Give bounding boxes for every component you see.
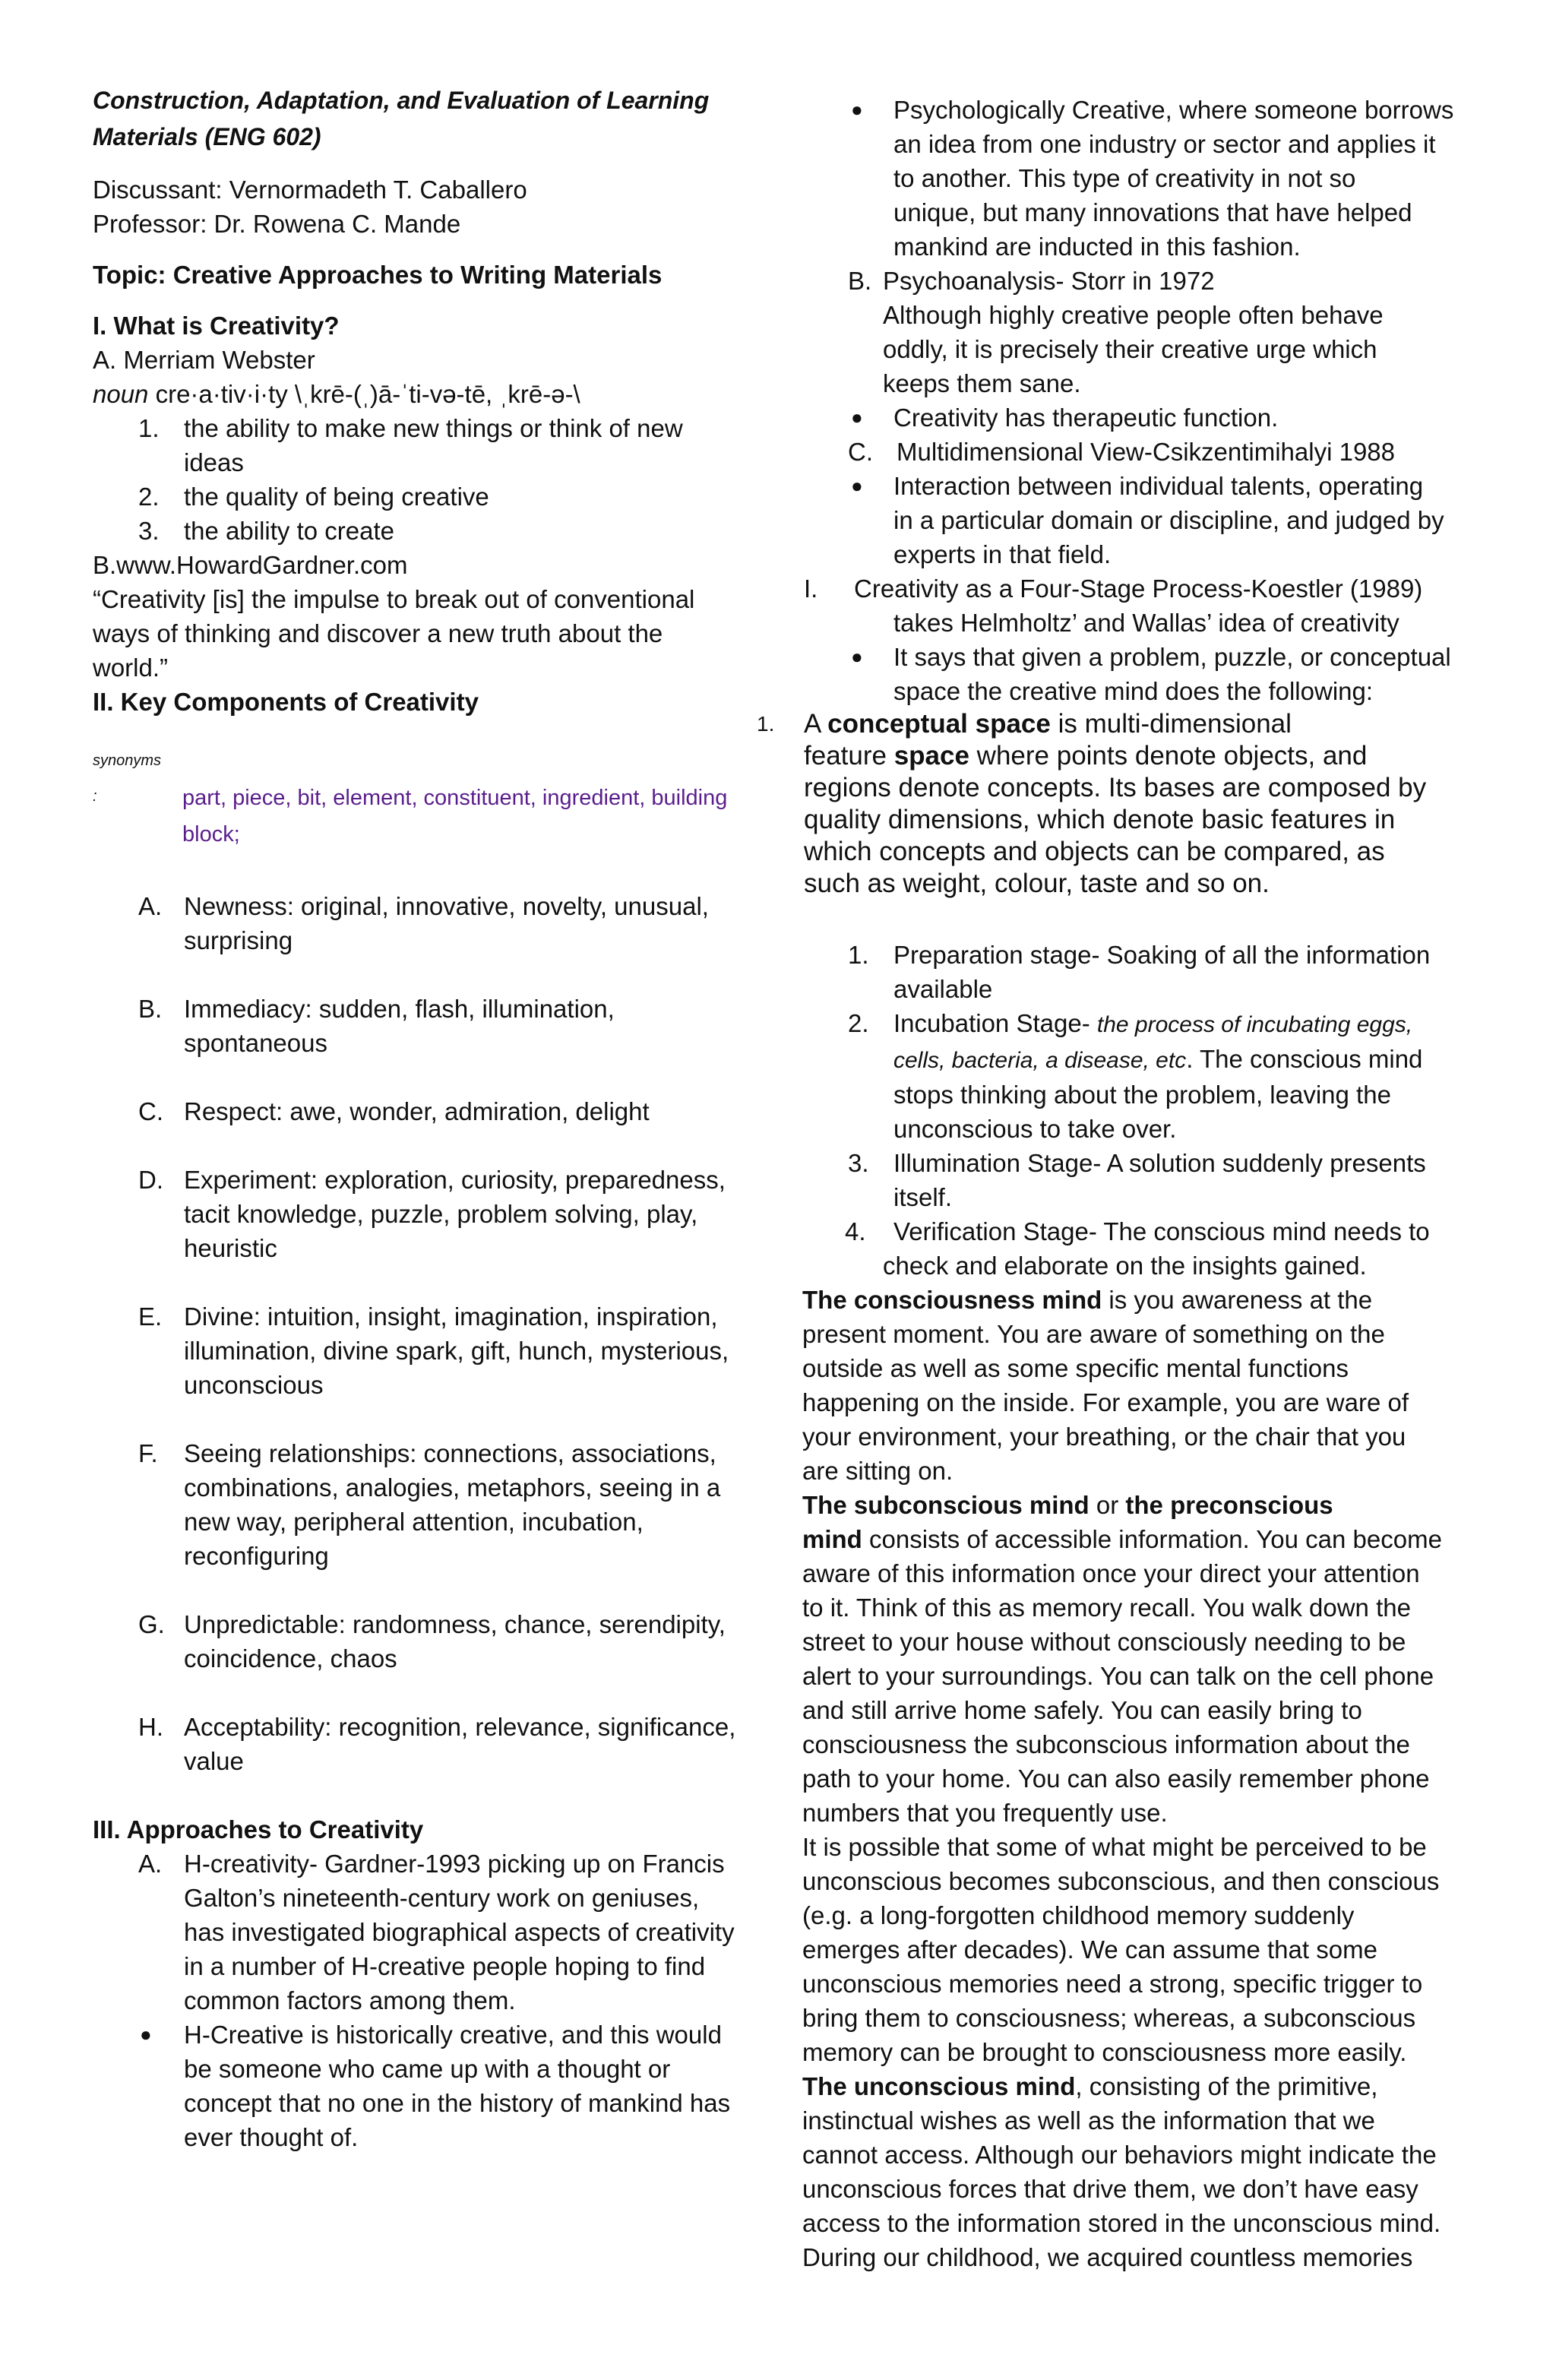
component-line: Unpredictable: randomness, chance, serendipity, <box>184 1610 726 1638</box>
interaction-bullet <box>802 469 1471 571</box>
section3-heading: III. Approaches to Creativity <box>93 1815 424 1844</box>
concept-number: 1. <box>757 712 775 736</box>
psych-line: an idea from one industry or sector and applies it <box>893 130 1436 158</box>
definitions-list <box>93 411 761 548</box>
h-creative-line: be someone who came up with a thought or <box>184 2055 671 2083</box>
concept-bold: conceptual space <box>827 709 1051 739</box>
component-letter: C. <box>138 1097 163 1125</box>
four-stage-sub: takes Helmholtz’ and Wallas’ idea of creativity <box>893 609 1399 637</box>
approach-a-label: A. <box>138 1850 163 1878</box>
four-stage <box>802 571 1471 640</box>
component-line: illumination, divine spark, gift, hunch, mysterious, <box>184 1337 729 1365</box>
concept-text: where points denote objects, and <box>969 741 1368 771</box>
h-creative-line: ever thought of. <box>184 2123 359 2151</box>
approach-a-line: has investigated biographical aspects of creativity <box>184 1918 735 1946</box>
stage-line: Preparation stage- Soaking of all the information <box>893 941 1431 969</box>
approach-a-line: Galton’s nineteenth-century work on geniuses, <box>184 1884 700 1912</box>
psych-line: mankind are inducted in this fashion. <box>893 233 1301 261</box>
problem-line: It says that given a problem, puzzle, or conceptual <box>893 643 1451 671</box>
noun-word: noun <box>93 380 149 408</box>
concept-text: is multi-dimensional <box>1050 709 1292 739</box>
stage-line: available <box>893 975 993 1003</box>
component-item <box>93 1299 761 1402</box>
stage-line: unconscious to take over. <box>893 1115 1177 1143</box>
possible-line: unconscious memories need a strong, specific trigger to <box>802 1970 1423 1998</box>
component-line: reconfiguring <box>184 1542 329 1570</box>
unconscious-para <box>802 2069 1471 2274</box>
component-line: heuristic <box>184 1234 277 1262</box>
right-column <box>757 93 1471 2274</box>
problem-line: space the creative mind does the following: <box>893 677 1374 705</box>
approach-a-line: common factors among them. <box>184 1986 516 2014</box>
bullet-icon: ● <box>851 474 863 497</box>
approach-a <box>93 1847 761 2018</box>
consciousness-line: your environment, your breathing, or the chair that you <box>802 1423 1406 1451</box>
possible-line: bring them to consciousness; whereas, a subconscious <box>802 2004 1416 2032</box>
component-letter: B. <box>138 995 163 1023</box>
component-letter: H. <box>138 1713 163 1741</box>
subconscious-bold: The subconscious mind <box>802 1491 1090 1519</box>
stage-line: itself. <box>893 1183 953 1211</box>
consciousness-para <box>802 1283 1471 1488</box>
concept-bold: space <box>893 741 969 771</box>
unconscious-line: unconscious forces that drive them, we don’t have easy <box>802 2175 1418 2203</box>
concept-line: such as weight, colour, taste and so on. <box>804 869 1270 898</box>
component-line: Acceptability: recognition, relevance, significance, <box>184 1713 736 1741</box>
psychoanalysis-label: B. <box>848 267 872 295</box>
psychoanalysis <box>802 264 1471 400</box>
stage-line <box>893 1006 1471 1042</box>
definition-number: 1. <box>138 414 160 442</box>
psychoanalysis-line: keeps them sane. <box>883 369 1081 397</box>
consciousness-bold: The consciousness mind <box>802 1286 1102 1314</box>
synonyms-line1: part, piece, bit, element, constituent, ingredient, building <box>182 786 728 810</box>
component-line: Divine: intuition, insight, imagination, inspiration, <box>184 1302 718 1331</box>
topic: Topic: Creative Approaches to Writing Materials <box>93 261 663 289</box>
subconscious-line: street to your house without consciously needing to be <box>802 1628 1406 1656</box>
stage-item <box>802 1214 1471 1283</box>
four-stage-title: Creativity as a Four-Stage Process-Koestler (1989) <box>854 574 1423 603</box>
stage-text: Incubation Stage- <box>893 1009 1097 1037</box>
bullet-icon: ● <box>851 406 863 429</box>
multidimensional <box>802 435 1471 469</box>
subconscious-line: consciousness the subconscious information about the <box>802 1730 1410 1758</box>
stage-line: Verification Stage- The conscious mind needs to <box>893 1217 1430 1245</box>
synonyms-label: synonyms <box>93 752 162 769</box>
unconscious-line: , consisting of the primitive, <box>1075 2072 1378 2100</box>
psych-line: unique, but many innovations that have helped <box>893 198 1412 226</box>
subconscious-line: alert to your surroundings. You can talk on the cell phone <box>802 1662 1434 1690</box>
stage-line <box>893 1042 1471 1078</box>
bullet-icon: ● <box>851 645 863 668</box>
section2-heading: II. Key Components of Creativity <box>93 688 479 716</box>
component-item <box>93 992 761 1060</box>
subconscious-line: path to your home. You can also easily remember phone <box>802 1764 1430 1793</box>
concept-text: A <box>804 709 828 739</box>
therapeutic-bullet <box>802 400 1471 435</box>
consciousness-line: present moment. You are aware of something on the <box>802 1320 1385 1348</box>
concept-line <box>804 740 1471 772</box>
left-column <box>93 84 761 2154</box>
component-line: value <box>184 1747 244 1775</box>
consciousness-line: are sitting on. <box>802 1457 954 1485</box>
subconscious-line: and still arrive home safely. You can easily bring to <box>802 1696 1362 1724</box>
component-item <box>93 1163 761 1265</box>
psych-creative-bullet <box>802 93 1471 264</box>
unconscious-line: During our childhood, we acquired countless memories <box>802 2243 1413 2271</box>
component-line: unconscious <box>184 1371 324 1399</box>
component-line: surprising <box>184 926 293 954</box>
component-letter: E. <box>138 1302 163 1331</box>
pronunciation <box>93 377 761 411</box>
possible-line: It is possible that some of what might be perceived to be <box>802 1833 1427 1861</box>
professor: Professor: Dr. Rowena C. Mande <box>93 210 461 238</box>
gardner-label: B.www.HowardGardner.com <box>93 551 408 579</box>
component-item <box>93 1094 761 1128</box>
unconscious-line: instinctual wishes as well as the information that we <box>802 2106 1375 2135</box>
definition-item <box>93 514 761 548</box>
subconscious-line: aware of this information once your direct your attention <box>802 1559 1420 1587</box>
multidimensional-label: C. <box>848 438 873 466</box>
subconscious-line: consists of accessible information. You can become <box>862 1525 1442 1553</box>
synonyms-colon: : <box>93 788 97 805</box>
definition-text: the ability to create <box>184 517 394 545</box>
component-line: tacit knowledge, puzzle, problem solving, play, <box>184 1200 698 1228</box>
preconscious-bold: the preconscious <box>1125 1491 1333 1519</box>
component-line: new way, peripheral attention, incubation, <box>184 1508 644 1536</box>
consciousness-line: happening on the inside. For example, you are ware of <box>802 1388 1409 1416</box>
stage-line: Illumination Stage- A solution suddenly presents <box>893 1149 1426 1177</box>
component-item <box>93 1436 761 1573</box>
h-creative-bullet <box>93 2018 761 2154</box>
interaction-line: Interaction between individual talents, operating <box>893 472 1424 500</box>
possible-line: unconscious becomes subconscious, and then conscious <box>802 1867 1440 1895</box>
approach-a-line: in a number of H-creative people hoping to find <box>184 1952 706 1980</box>
unconscious-bold: The unconscious mind <box>802 2072 1076 2100</box>
possible-line: emerges after decades). We can assume that some <box>802 1935 1377 1964</box>
bullet-icon: ● <box>851 98 863 121</box>
definition-text: ideas <box>184 448 244 476</box>
gardner-quote-1: “Creativity [is] the impulse to break out of conventional <box>93 585 695 613</box>
stage-number: 4. <box>845 1217 866 1245</box>
stage-text: . The conscious mind <box>1186 1045 1423 1073</box>
subconscious-para <box>802 1488 1471 1830</box>
conceptual-space <box>757 708 1471 900</box>
components-list <box>93 889 761 1778</box>
h-creative-line: concept that no one in the history of mankind has <box>184 2089 731 2117</box>
stage-number: 2. <box>848 1009 869 1037</box>
concept-line <box>804 708 1471 740</box>
gardner-quote-2: ways of thinking and discover a new truth about the <box>93 619 663 647</box>
concept-text: feature <box>804 741 894 771</box>
pron-text: cre·a·tiv·i·ty \ˌkrē-(ˌ)ā-ˈti-və-tē, ˌkrē-ə-\ <box>155 380 580 408</box>
stage-line: stops thinking about the problem, leaving the <box>893 1081 1391 1109</box>
stage-italic: the process of incubating eggs, <box>1096 1012 1413 1037</box>
psychoanalysis-line: Although highly creative people often behave <box>883 301 1384 329</box>
component-line: Experiment: exploration, curiosity, preparedness, <box>184 1166 726 1194</box>
component-line: coincidence, chaos <box>184 1644 397 1673</box>
consciousness-line: is you awareness at the <box>1102 1286 1373 1314</box>
stage-number: 3. <box>848 1149 869 1177</box>
stages-list <box>802 938 1471 1283</box>
bullet-icon: ● <box>140 2023 152 2046</box>
multidimensional-title: Multidimensional View-Csikzentimihalyi 1988 <box>897 438 1396 466</box>
section1-heading: I. What is Creativity? <box>93 312 340 340</box>
definition-item <box>93 411 761 479</box>
component-letter: D. <box>138 1166 163 1194</box>
concept-line: which concepts and objects can be compared, as <box>804 837 1385 866</box>
synonyms-line2: block; <box>182 822 240 847</box>
unconscious-line: access to the information stored in the unconscious mind. <box>802 2209 1441 2237</box>
psych-line: Psychologically Creative, where someone borrows <box>893 96 1454 124</box>
component-line: Newness: original, innovative, novelty, unusual, <box>184 892 709 920</box>
stage-item <box>802 938 1471 1006</box>
stage-item <box>802 1006 1471 1146</box>
problem-bullet <box>802 640 1471 708</box>
definition-number: 2. <box>138 483 160 511</box>
component-letter: G. <box>138 1610 165 1638</box>
component-item <box>93 1710 761 1778</box>
unconscious-line: cannot access. Although our behaviors might indicate the <box>802 2141 1437 2169</box>
stage-line: check and elaborate on the insights gained. <box>883 1252 1367 1280</box>
possible-line: (e.g. a long-forgotten childhood memory suddenly <box>802 1901 1355 1929</box>
gardner-quote-3: world.” <box>93 654 169 682</box>
course-title-line1: Construction, Adaptation, and Evaluation of Learning <box>93 87 710 114</box>
approach-a-line: H-creativity- Gardner-1993 picking up on Francis <box>184 1850 725 1878</box>
therapeutic-text: Creativity has therapeutic function. <box>893 404 1279 432</box>
component-letter: A. <box>138 892 163 920</box>
synonyms-block <box>93 780 761 853</box>
subconscious-line: to it. Think of this as memory recall. You walk down the <box>802 1594 1411 1622</box>
definition-text: the quality of being creative <box>184 483 489 511</box>
discussant: Discussant: Vernormadeth T. Caballero <box>93 176 527 204</box>
course-title-line2: Materials (ENG 602) <box>93 123 321 150</box>
component-line: Seeing relationships: connections, associations, <box>184 1439 716 1467</box>
component-line: spontaneous <box>184 1029 327 1057</box>
component-letter: F. <box>138 1439 158 1467</box>
interaction-line: in a particular domain or discipline, and judged by <box>893 506 1444 534</box>
component-item <box>93 1607 761 1676</box>
definition-item <box>93 479 761 514</box>
component-item <box>93 889 761 957</box>
stage-number: 1. <box>848 941 869 969</box>
h-creative-line: H-Creative is historically creative, and this would <box>184 2021 722 2049</box>
stage-italic: cells, bacteria, a disease, etc <box>893 1048 1187 1073</box>
definition-number: 3. <box>138 517 160 545</box>
concept-line: regions denote concepts. Its bases are composed by <box>804 773 1427 802</box>
psych-line: to another. This type of creativity in not so <box>893 164 1356 192</box>
concept-line: quality dimensions, which denote basic features in <box>804 805 1396 834</box>
mind-bold: mind <box>802 1525 862 1553</box>
subconscious-or: or <box>1089 1491 1126 1519</box>
definition-text: the ability to make new things or think of new <box>184 414 683 442</box>
consciousness-line: outside as well as some specific mental functions <box>802 1354 1349 1382</box>
merriam-label: A. Merriam Webster <box>93 346 315 374</box>
psychoanalysis-title: Psychoanalysis- Storr in 1972 <box>883 267 1215 295</box>
component-line: Respect: awe, wonder, admiration, delight <box>184 1097 650 1125</box>
subconscious-line: numbers that you frequently use. <box>802 1799 1168 1827</box>
stage-item <box>802 1146 1471 1214</box>
possible-para <box>802 1830 1471 2069</box>
four-stage-label: I. <box>804 574 818 603</box>
possible-line: memory can be brought to consciousness more easily. <box>802 2038 1407 2066</box>
component-line: Immediacy: sudden, flash, illumination, <box>184 995 615 1023</box>
component-line: combinations, analogies, metaphors, seeing in a <box>184 1473 721 1502</box>
psychoanalysis-line: oddly, it is precisely their creative urge which <box>883 335 1377 363</box>
interaction-line: experts in that field. <box>893 540 1112 568</box>
